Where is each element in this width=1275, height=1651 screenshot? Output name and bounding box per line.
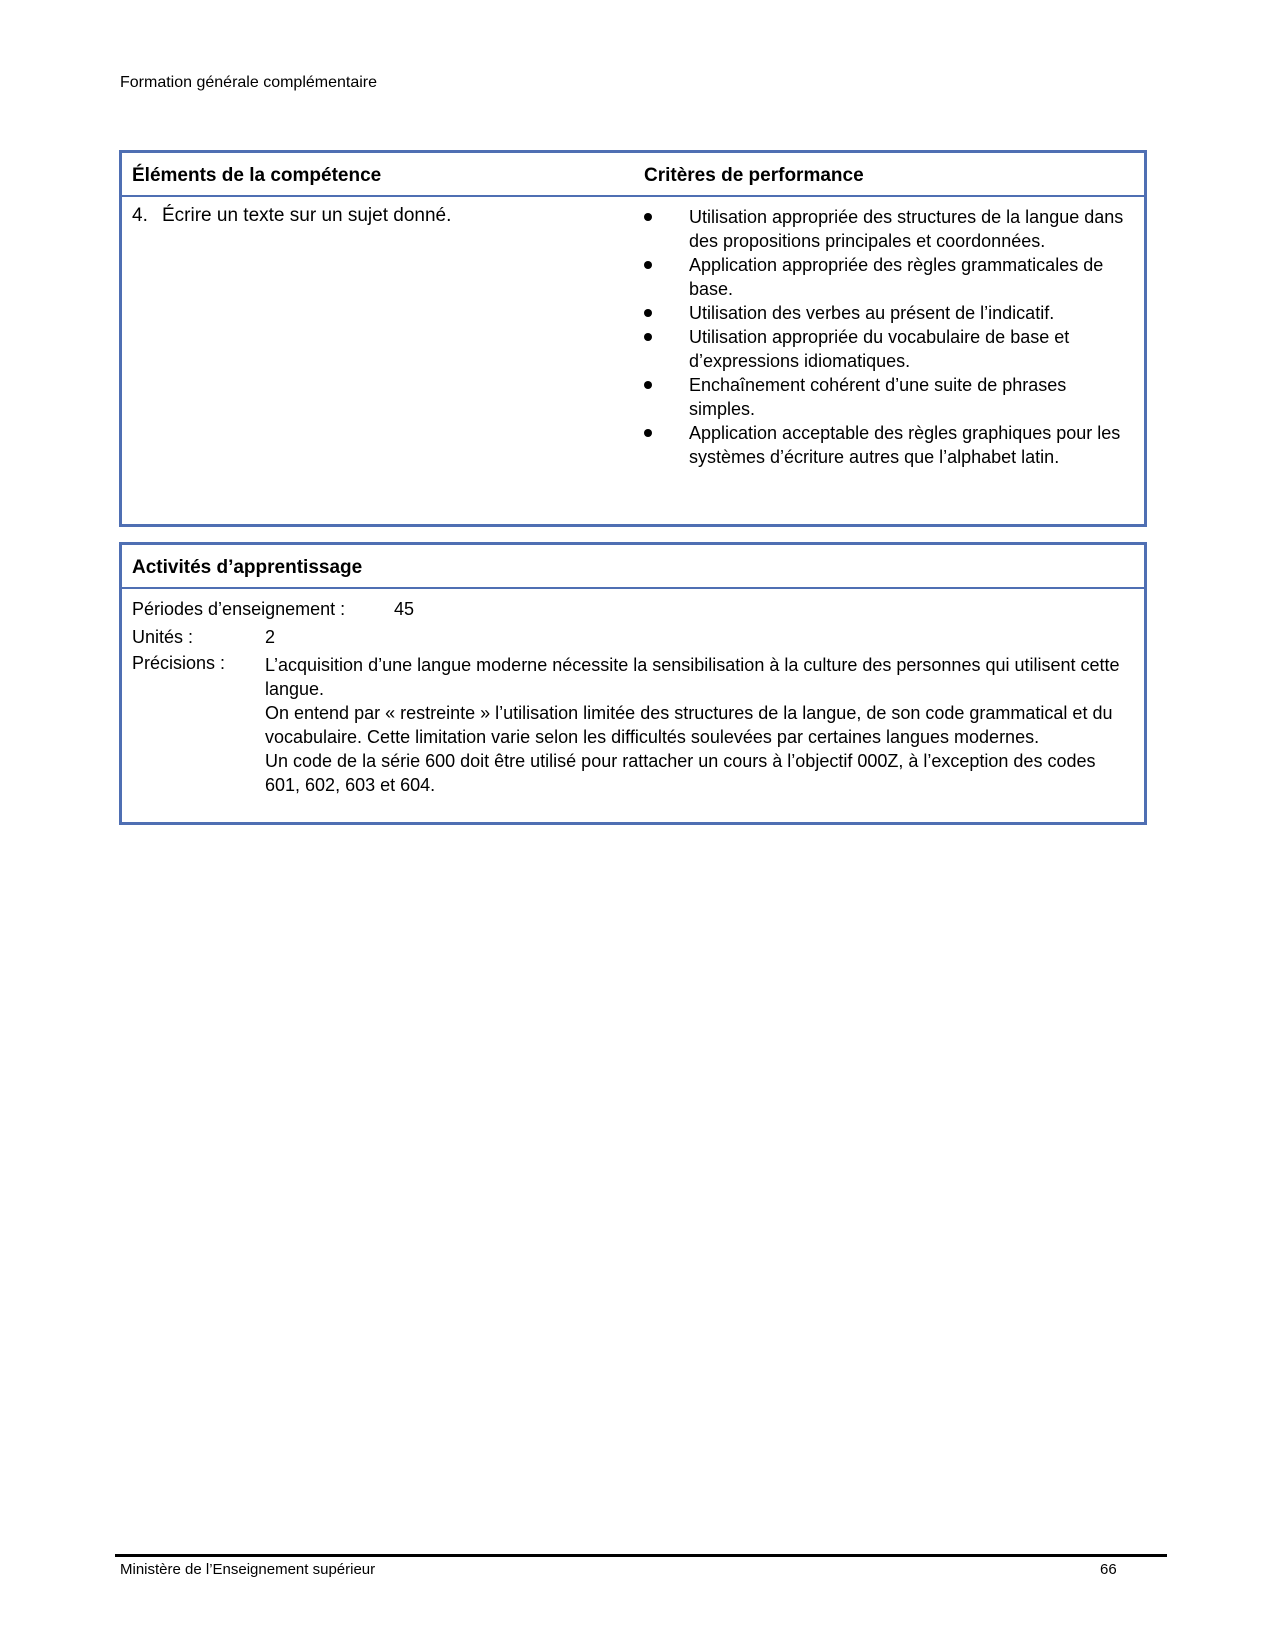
criteria-item xyxy=(644,325,1124,373)
units-line xyxy=(132,625,276,649)
precisions-body xyxy=(265,653,1135,797)
element-text: Écrire un texte sur un sujet donné. xyxy=(162,205,452,226)
periods-value: 45 xyxy=(394,599,415,619)
criteria-item xyxy=(644,421,1124,469)
element-number: 4. xyxy=(132,205,148,226)
precision-paragraph: L’acquisition d’une langue moderne nécessite la sensibilisation à la culture des personnes qui utilisent cette langue. xyxy=(265,655,1120,699)
precision-paragraph: Un code de la série 600 doit être utilisé pour rattacher un cours à l’objectif 000Z, à l’exception des codes 601, 602, 603 et 604. xyxy=(265,751,1096,795)
criteria-item xyxy=(644,301,1124,325)
activities-heading: Activités d’apprentissage xyxy=(132,557,363,578)
bullet-icon xyxy=(644,213,652,221)
bullet-icon xyxy=(644,381,652,389)
criteria-text: Application acceptable des règles graphiques pour les systèmes d’écriture autres que l’alphabet latin. xyxy=(689,423,1121,467)
elements-heading: Éléments de la compétence xyxy=(132,165,382,186)
criteria-text: Utilisation appropriée des structures de la langue dans des propositions principales et coordonnées. xyxy=(689,207,1124,251)
footer-divider xyxy=(115,1554,1167,1557)
precisions-label: Précisions : xyxy=(132,653,226,673)
criteria-text: Utilisation appropriée du vocabulaire de base et d’expressions idiomatiques. xyxy=(689,327,1070,371)
units-value: 2 xyxy=(265,627,276,647)
criteria-heading: Critères de performance xyxy=(644,165,864,186)
periods-label: Périodes d’enseignement : xyxy=(132,599,346,619)
precision-paragraph: On entend par « restreinte » l’utilisation limitée des structures de la langue, de son code grammatical et du vocabulaire. Cette limitation varie selon les difficultés soulevées par certaines langues modernes. xyxy=(265,703,1113,747)
page-number: 66 xyxy=(1100,1561,1117,1578)
criteria-text: Enchaînement cohérent d’une suite de phrases simples. xyxy=(689,375,1067,419)
activities-table xyxy=(119,542,1147,825)
bullet-icon xyxy=(644,333,652,341)
bullet-icon xyxy=(644,309,652,317)
criteria-item xyxy=(644,253,1124,301)
bullet-icon xyxy=(644,261,652,269)
periods-line xyxy=(132,597,415,621)
criteria-list xyxy=(644,205,1124,469)
competence-table-header xyxy=(122,153,1144,197)
criteria-text: Utilisation des verbes au présent de l’indicatif. xyxy=(689,303,1055,323)
footer-ministry: Ministère de l’Enseignement supérieur xyxy=(120,1561,376,1578)
criteria-item xyxy=(644,205,1124,253)
criteria-text: Application appropriée des règles grammaticales de base. xyxy=(689,255,1104,299)
bullet-icon xyxy=(644,429,652,437)
units-label: Unités : xyxy=(132,627,194,647)
competence-table xyxy=(119,150,1147,527)
activities-header xyxy=(122,545,1144,589)
running-header: Formation générale complémentaire xyxy=(120,74,378,91)
element-item xyxy=(132,205,451,227)
criteria-item xyxy=(644,373,1124,421)
